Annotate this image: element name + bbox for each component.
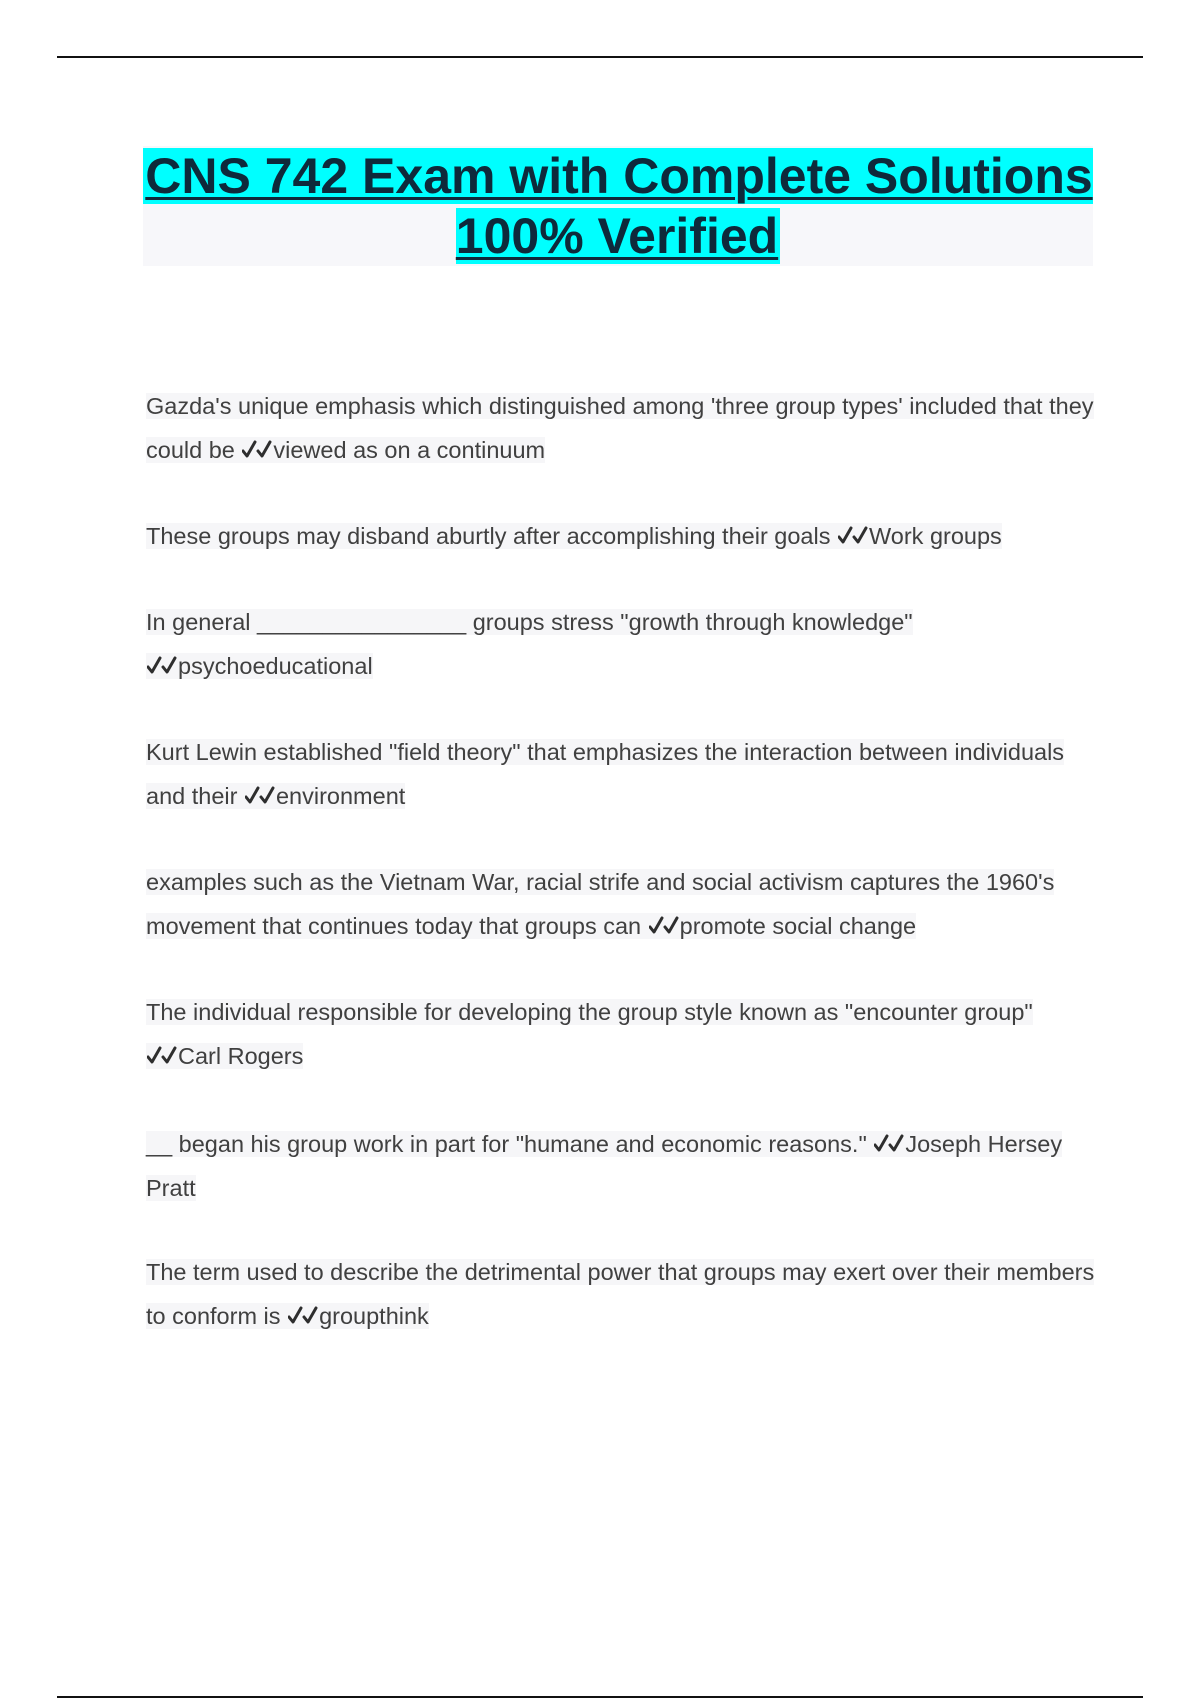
qa-item [146,730,1096,818]
qa-item-content [146,999,1033,1069]
qa-item [146,860,1096,948]
question-text: These groups may disband aburtly after accomplishing their goals [146,523,831,549]
qa-item-content [146,1259,1094,1329]
answer-text: viewed as on a continuum [273,437,546,463]
qa-item [146,990,1096,1078]
qa-item [146,1250,1096,1338]
question-text: Kurt Lewin established "field theory" that emphasizes the interaction between individuals and their [146,739,1065,809]
qa-item [146,1122,1096,1210]
answer-text: Carl Rogers [178,1043,304,1069]
double-check-icon [147,1045,177,1067]
answer-text: psychoeducational [178,653,373,679]
answer-text: groupthink [319,1303,429,1329]
bottom-rule [57,1696,1143,1698]
question-list [146,384,1096,1338]
question-text: examples such as the Vietnam War, racial strife and social activism captures the 1960's movement that continues today that groups can [146,869,1055,939]
qa-item [146,514,1096,558]
qa-item-content [146,869,1054,939]
double-check-icon [242,439,272,461]
question-text: Gazda's unique emphasis which distinguished among 'three group types' included that they could be [146,393,1094,463]
question-text: In general ________________ groups stress "growth through knowledge" [146,609,913,635]
answer-text: Work groups [869,523,1002,549]
question-text: The term used to describe the detrimental power that groups may exert over their members to conform is [146,1259,1095,1329]
double-check-icon [288,1305,318,1327]
document-title [143,146,1093,266]
double-check-icon [874,1133,904,1155]
qa-item-content [146,523,1002,549]
answer-text: Joseph Hersey Pratt [146,1131,1063,1201]
question-text: __ began his group work in part for "humane and economic reasons." [146,1131,867,1157]
qa-item-content [146,609,913,679]
double-check-icon [147,655,177,677]
double-check-icon [245,785,275,807]
qa-item-content [146,1131,1062,1201]
title-block [143,146,1093,266]
question-text: The individual responsible for developing the group style known as "encounter group" [146,999,1033,1025]
document-title-text: CNS 742 Exam with Complete Solutions 100% Verified [145,148,1093,264]
double-check-icon [838,525,868,547]
qa-item [146,600,1096,688]
qa-item-content [146,739,1064,809]
qa-item-content [146,393,1094,463]
double-check-icon [649,915,679,937]
answer-text: environment [275,783,406,809]
top-rule [57,56,1143,58]
answer-text: promote social change [679,913,917,939]
qa-item [146,384,1096,472]
